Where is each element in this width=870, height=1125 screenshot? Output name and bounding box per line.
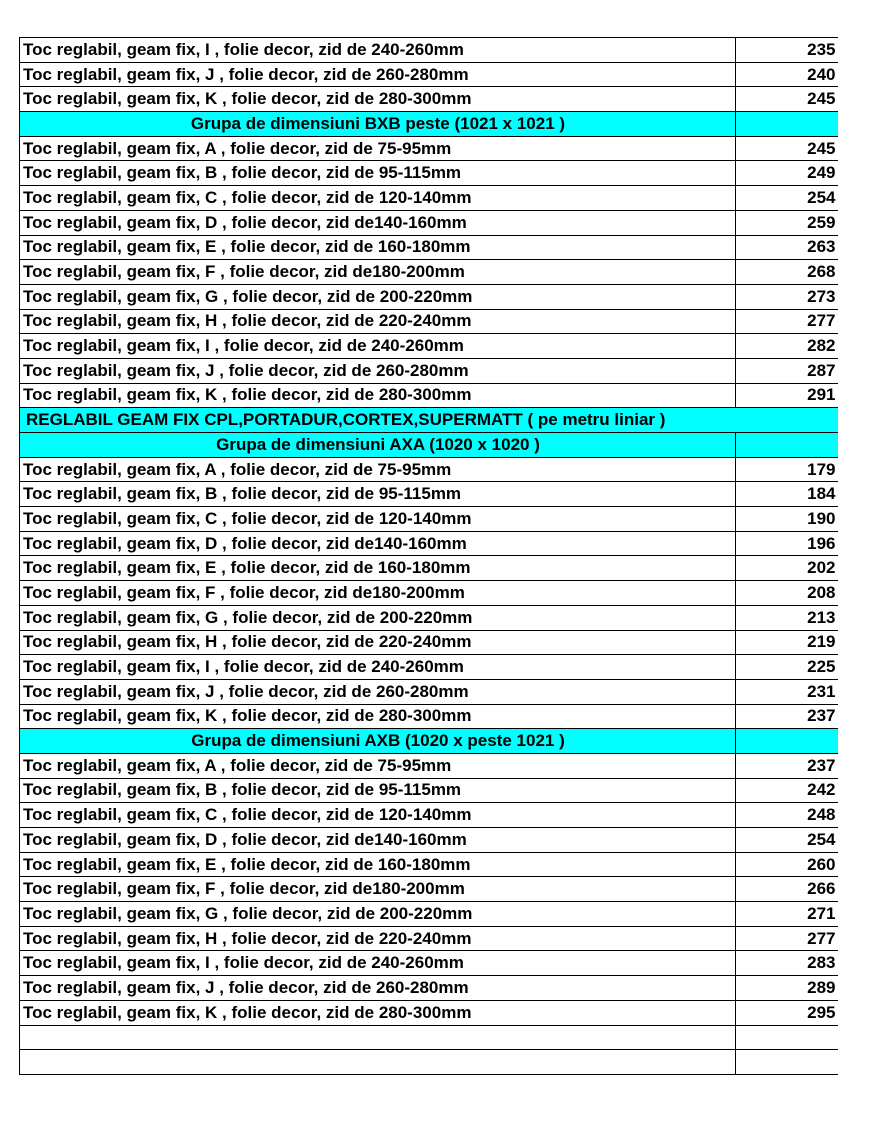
item-description: Toc reglabil, geam fix, B , folie decor, zid de 95-115mm bbox=[20, 482, 736, 507]
table-row bbox=[20, 457, 838, 482]
empty-cell bbox=[736, 433, 838, 458]
table-row bbox=[20, 62, 838, 87]
item-description: Toc reglabil, geam fix, A , folie decor, zid de 75-95mm bbox=[20, 136, 736, 161]
item-price: 213 bbox=[736, 605, 838, 630]
table-row bbox=[20, 507, 838, 532]
item-description: Toc reglabil, geam fix, D , folie decor, zid de140-160mm bbox=[20, 531, 736, 556]
table-row bbox=[20, 902, 838, 927]
item-description: Toc reglabil, geam fix, E , folie decor, zid de 160-180mm bbox=[20, 556, 736, 581]
table-row bbox=[20, 753, 838, 778]
item-price: 225 bbox=[736, 655, 838, 680]
empty-row bbox=[20, 1050, 838, 1075]
table-row bbox=[20, 630, 838, 655]
item-price: 291 bbox=[736, 383, 838, 408]
group-header-label: Grupa de dimensiuni BXB peste (1021 x 1021 ) bbox=[20, 112, 736, 137]
table-row bbox=[20, 704, 838, 729]
item-description: Toc reglabil, geam fix, G , folie decor, zid de 200-220mm bbox=[20, 284, 736, 309]
empty-cell bbox=[736, 1025, 838, 1050]
table-row bbox=[20, 235, 838, 260]
table-row bbox=[20, 186, 838, 211]
item-description: Toc reglabil, geam fix, C , folie decor, zid de 120-140mm bbox=[20, 507, 736, 532]
item-price: 190 bbox=[736, 507, 838, 532]
item-description: Toc reglabil, geam fix, F , folie decor, zid de180-200mm bbox=[20, 581, 736, 606]
item-price: 287 bbox=[736, 358, 838, 383]
empty-cell bbox=[736, 729, 838, 754]
item-description: Toc reglabil, geam fix, K , folie decor, zid de 280-300mm bbox=[20, 1000, 736, 1025]
item-price: 242 bbox=[736, 778, 838, 803]
item-description: Toc reglabil, geam fix, E , folie decor, zid de 160-180mm bbox=[20, 852, 736, 877]
empty-cell bbox=[736, 1050, 838, 1075]
item-price: 240 bbox=[736, 62, 838, 87]
section-banner-label: REGLABIL GEAM FIX CPL,PORTADUR,CORTEX,SUPERMATT ( pe metru liniar ) bbox=[20, 408, 838, 433]
table-row bbox=[20, 161, 838, 186]
group-header-label: Grupa de dimensiuni AXA (1020 x 1020 ) bbox=[20, 433, 736, 458]
item-price: 273 bbox=[736, 284, 838, 309]
table-row bbox=[20, 260, 838, 285]
item-description: Toc reglabil, geam fix, C , folie decor, zid de 120-140mm bbox=[20, 186, 736, 211]
item-description: Toc reglabil, geam fix, J , folie decor, zid de 260-280mm bbox=[20, 679, 736, 704]
table-row bbox=[20, 1000, 838, 1025]
table-row bbox=[20, 655, 838, 680]
empty-cell bbox=[736, 112, 838, 137]
item-description: Toc reglabil, geam fix, K , folie decor, zid de 280-300mm bbox=[20, 87, 736, 112]
item-price: 245 bbox=[736, 136, 838, 161]
item-description: Toc reglabil, geam fix, K , folie decor, zid de 280-300mm bbox=[20, 383, 736, 408]
empty-cell bbox=[20, 1025, 736, 1050]
price-table-body bbox=[20, 38, 838, 1075]
item-price: 271 bbox=[736, 902, 838, 927]
item-price: 266 bbox=[736, 877, 838, 902]
table-row bbox=[20, 951, 838, 976]
item-price: 231 bbox=[736, 679, 838, 704]
table-row bbox=[20, 679, 838, 704]
table-row bbox=[20, 803, 838, 828]
item-price: 295 bbox=[736, 1000, 838, 1025]
item-description: Toc reglabil, geam fix, I , folie decor, zid de 240-260mm bbox=[20, 951, 736, 976]
item-description: Toc reglabil, geam fix, B , folie decor, zid de 95-115mm bbox=[20, 161, 736, 186]
item-price: 179 bbox=[736, 457, 838, 482]
table-row bbox=[20, 309, 838, 334]
item-price: 260 bbox=[736, 852, 838, 877]
item-price: 259 bbox=[736, 210, 838, 235]
item-description: Toc reglabil, geam fix, J , folie decor, zid de 260-280mm bbox=[20, 358, 736, 383]
item-description: Toc reglabil, geam fix, H , folie decor, zid de 220-240mm bbox=[20, 630, 736, 655]
item-price: 237 bbox=[736, 704, 838, 729]
table-row bbox=[20, 778, 838, 803]
item-description: Toc reglabil, geam fix, I , folie decor, zid de 240-260mm bbox=[20, 38, 736, 63]
item-description: Toc reglabil, geam fix, F , folie decor, zid de180-200mm bbox=[20, 260, 736, 285]
item-description: Toc reglabil, geam fix, F , folie decor, zid de180-200mm bbox=[20, 877, 736, 902]
item-price: 277 bbox=[736, 926, 838, 951]
item-price: 283 bbox=[736, 951, 838, 976]
item-price: 235 bbox=[736, 38, 838, 63]
table-row bbox=[20, 926, 838, 951]
item-description: Toc reglabil, geam fix, K , folie decor, zid de 280-300mm bbox=[20, 704, 736, 729]
item-price: 268 bbox=[736, 260, 838, 285]
item-price: 289 bbox=[736, 976, 838, 1001]
table-row bbox=[20, 976, 838, 1001]
item-price: 249 bbox=[736, 161, 838, 186]
item-description: Toc reglabil, geam fix, B , folie decor, zid de 95-115mm bbox=[20, 778, 736, 803]
item-description: Toc reglabil, geam fix, C , folie decor, zid de 120-140mm bbox=[20, 803, 736, 828]
table-row bbox=[20, 358, 838, 383]
table-row bbox=[20, 334, 838, 359]
group-header-row bbox=[20, 433, 838, 458]
group-header-label: Grupa de dimensiuni AXB (1020 x peste 1021 ) bbox=[20, 729, 736, 754]
item-description: Toc reglabil, geam fix, E , folie decor, zid de 160-180mm bbox=[20, 235, 736, 260]
item-price: 245 bbox=[736, 87, 838, 112]
price-table bbox=[19, 37, 838, 1075]
table-row bbox=[20, 852, 838, 877]
table-row bbox=[20, 38, 838, 63]
table-row bbox=[20, 210, 838, 235]
item-price: 282 bbox=[736, 334, 838, 359]
table-row bbox=[20, 877, 838, 902]
table-row bbox=[20, 136, 838, 161]
item-price: 254 bbox=[736, 828, 838, 853]
item-description: Toc reglabil, geam fix, H , folie decor, zid de 220-240mm bbox=[20, 926, 736, 951]
item-price: 277 bbox=[736, 309, 838, 334]
table-row bbox=[20, 556, 838, 581]
table-row bbox=[20, 828, 838, 853]
table-row bbox=[20, 87, 838, 112]
item-price: 196 bbox=[736, 531, 838, 556]
item-description: Toc reglabil, geam fix, D , folie decor, zid de140-160mm bbox=[20, 828, 736, 853]
item-description: Toc reglabil, geam fix, I , folie decor, zid de 240-260mm bbox=[20, 334, 736, 359]
empty-row bbox=[20, 1025, 838, 1050]
section-banner-row bbox=[20, 408, 838, 433]
item-description: Toc reglabil, geam fix, I , folie decor, zid de 240-260mm bbox=[20, 655, 736, 680]
item-price: 237 bbox=[736, 753, 838, 778]
item-description: Toc reglabil, geam fix, D , folie decor, zid de140-160mm bbox=[20, 210, 736, 235]
item-price: 219 bbox=[736, 630, 838, 655]
group-header-row bbox=[20, 112, 838, 137]
table-row bbox=[20, 284, 838, 309]
item-price: 263 bbox=[736, 235, 838, 260]
item-description: Toc reglabil, geam fix, J , folie decor, zid de 260-280mm bbox=[20, 976, 736, 1001]
table-row bbox=[20, 383, 838, 408]
item-description: Toc reglabil, geam fix, G , folie decor, zid de 200-220mm bbox=[20, 902, 736, 927]
item-description: Toc reglabil, geam fix, H , folie decor, zid de 220-240mm bbox=[20, 309, 736, 334]
group-header-row bbox=[20, 729, 838, 754]
empty-cell bbox=[20, 1050, 736, 1075]
item-price: 254 bbox=[736, 186, 838, 211]
item-price: 184 bbox=[736, 482, 838, 507]
table-row bbox=[20, 482, 838, 507]
item-description: Toc reglabil, geam fix, J , folie decor, zid de 260-280mm bbox=[20, 62, 736, 87]
item-description: Toc reglabil, geam fix, A , folie decor, zid de 75-95mm bbox=[20, 753, 736, 778]
item-price: 248 bbox=[736, 803, 838, 828]
table-row bbox=[20, 531, 838, 556]
table-row bbox=[20, 605, 838, 630]
table-row bbox=[20, 581, 838, 606]
item-description: Toc reglabil, geam fix, A , folie decor, zid de 75-95mm bbox=[20, 457, 736, 482]
item-description: Toc reglabil, geam fix, G , folie decor, zid de 200-220mm bbox=[20, 605, 736, 630]
item-price: 202 bbox=[736, 556, 838, 581]
item-price: 208 bbox=[736, 581, 838, 606]
